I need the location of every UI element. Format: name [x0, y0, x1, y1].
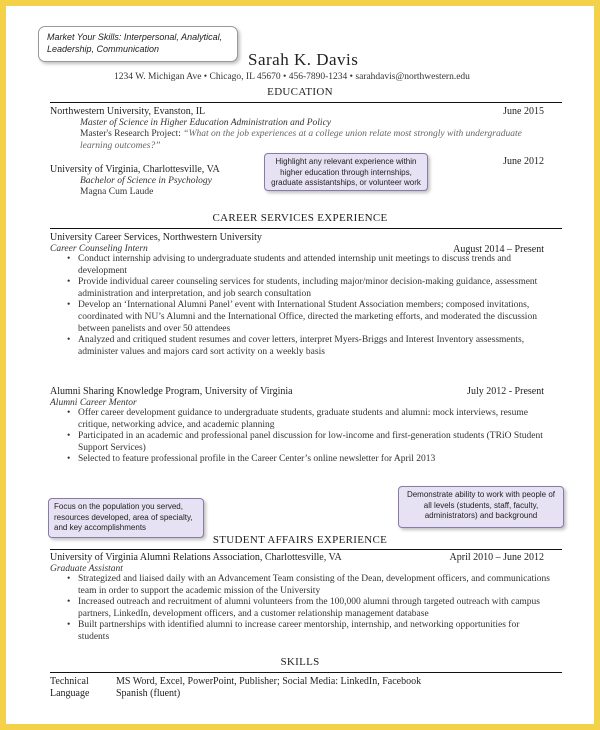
list-item: • Built partnerships with identified alumni to increase career mentorship, internship, and networking opportunities for students: [64, 620, 552, 643]
list-item: • Increased outreach and recruitment of alumni volunteers from the 100,000 alumni through targeted outreach with campus partners, LinkedIn, development officers, and a customer relationship management database: [64, 597, 552, 620]
list-item: • Analyzed and critiqued student resumes and cover letters, interpret Myers-Briggs and Interest Inventory assessments, administer values and majors card sort activity on a weekly basis: [64, 335, 552, 358]
education-heading: EDUCATION: [267, 86, 333, 98]
school2-date: June 2012: [503, 156, 544, 167]
sa-job-role: Graduate Assistant: [50, 564, 123, 574]
school2-honor: Magna Cum Laude: [80, 187, 154, 197]
career-divider: [50, 228, 562, 229]
skills-heading: SKILLS: [280, 656, 320, 668]
job1-bullets: [64, 254, 552, 358]
list-item: • Participated in an academic and professional panel discussion for low-income and first-generation students (TRiO Student Support Services): [64, 431, 552, 454]
list-item: • Provide individual career counseling services for students, including major/minor decision-making guidance, assessment administration and interpretation, and job search consultation: [64, 277, 552, 300]
student-affairs-heading: STUDENT AFFAIRS EXPERIENCE: [212, 534, 388, 546]
school2-name: University of Virginia, Charlottesville, VA: [50, 164, 220, 175]
education-callout: Highlight any relevant experience within higher education through internships, graduate assistantships, or volunteer work: [264, 153, 428, 191]
language-label: Language: [50, 688, 90, 699]
sa-bullets: [64, 574, 552, 644]
technical-value: MS Word, Excel, PowerPoint, Publisher; Social Media: LinkedIn, Facebook: [116, 676, 422, 687]
sa-job-date: April 2010 – June 2012: [449, 552, 544, 563]
list-item: • Selected to feature professional profile in the Career Center’s online newsletter for April 2013: [64, 454, 552, 466]
career-heading: CAREER SERVICES EXPERIENCE: [212, 212, 388, 224]
skills-divider: [50, 672, 562, 673]
school1-project: [80, 128, 550, 152]
project-label: Master's Research Project:: [80, 129, 181, 139]
language-value: Spanish (fluent): [116, 688, 181, 699]
diversity-callout: Demonstrate ability to work with people of all levels (students, staff, faculty, administrators) and background: [398, 486, 564, 528]
sa-job-org: University of Virginia Alumni Relations Association, Charlottesville, VA: [50, 552, 342, 563]
education-divider: [50, 102, 562, 103]
job1-org: University Career Services, Northwestern University: [50, 232, 262, 243]
resume-page: [6, 6, 594, 724]
list-item: • Conduct internship advising to undergraduate students and attended internship unit meetings to discuss trends and development: [64, 254, 552, 277]
contact-line: 1234 W. Michigan Ave • Chicago, IL 45670 • 456-7890-1234 • sarahdavis@northwestern.edu: [114, 72, 470, 82]
school1-name: Northwestern University, Evanston, IL: [50, 106, 206, 117]
skills-callout: Market Your Skills: Interpersonal, Analytical, Leadership, Communication: [38, 26, 238, 62]
job2-org: Alumni Sharing Knowledge Program, University of Virginia: [50, 386, 293, 397]
list-item: • Develop an ‘International Alumni Panel’ event with International Student Association members; composed invitations, coordinated with NU’s Alumni and the International Office, directed the marketing efforts, and moderated the discussion between panelists and over 50 attendees: [64, 300, 552, 335]
list-item: • Offer career development guidance to undergraduate students, graduate students and alumni: mock interviews, resume critique, networking advice, and academic planning: [64, 408, 552, 431]
project-text: “What on the job experiences at a college union relate most strongly with undergraduate learning outcomes?”: [80, 129, 522, 151]
school2-degree: Bachelor of Science in Psychology: [80, 176, 212, 186]
list-item: • Strategized and liaised daily with an Advancement Team consisting of the Dean, development officers, and communications team in order to support the academic mission of the University: [64, 574, 552, 597]
focus-callout: Focus on the population you served, resources developed, area of specialty, and key accomplishments: [48, 498, 204, 538]
technical-label: Technical: [50, 676, 89, 687]
school1-degree: Master of Science in Higher Education Administration and Policy: [80, 118, 332, 128]
job2-role: Alumni Career Mentor: [50, 398, 137, 408]
candidate-name: Sarah K. Davis: [248, 50, 359, 69]
job2-date: July 2012 - Present: [467, 386, 544, 397]
job2-bullets: [64, 408, 552, 466]
job1-role: Career Counseling Intern: [50, 244, 148, 254]
school1-date: June 2015: [503, 106, 544, 117]
job1-date: August 2014 – Present: [453, 244, 544, 255]
student-affairs-divider: [50, 549, 562, 550]
